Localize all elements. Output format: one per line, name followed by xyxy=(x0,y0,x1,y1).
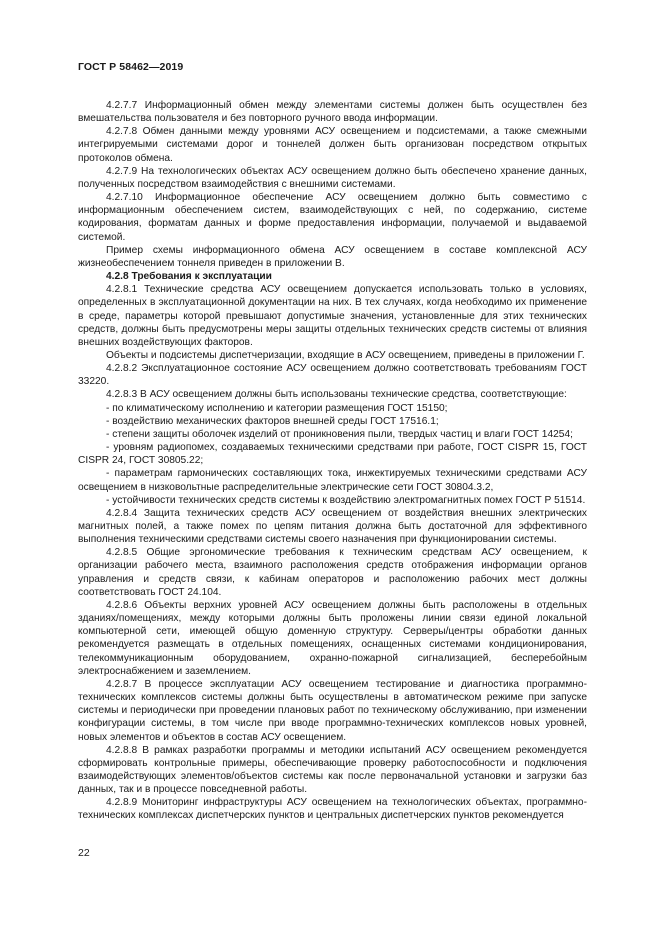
list-item-harmonics: - параметрам гармонических составляющих тока, инжектируемых техническими средствами АСУ освещением в низковольтные распределительные электрические сети ГОСТ 30804.3.2, xyxy=(78,468,587,493)
paragraph-4-2-7-7: 4.2.7.7 Информационный обмен между элементами системы должен быть осуществлен без вмешательства пользователя и без повторного ручного ввода информации. xyxy=(78,100,587,125)
paragraph-4-2-8-2: 4.2.8.2 Эксплуатационное состояние АСУ освещением должно соответствовать требованиям ГОСТ 33220. xyxy=(78,363,587,388)
paragraph-4-2-8-5: 4.2.8.5 Общие эргономические требования к техническим средствам АСУ освещением, к организации рабочего места, взаимного расположения средств отображения информации органов управления и средств связи, к кабинам операторов и расположению рабочих мест должны соответствовать ГОСТ 24.104. xyxy=(78,547,587,598)
list-item-protection: - степени защиты оболочек изделий от проникновения пыли, твердых частиц и влаги ГОСТ 14254; xyxy=(106,428,573,440)
list-item-mechanical: - воздействию механических факторов внешней среды ГОСТ 17516.1; xyxy=(106,415,439,427)
list-item-climatic: - по климатическому исполнению и категории размещения ГОСТ 15150; xyxy=(106,402,448,414)
paragraph-4-2-7-10: 4.2.7.10 Информационное обеспечение АСУ освещением должно быть совместимо с информационным обеспечением систем, взаимодействующих с ней, по содержанию, системе кодирования, форматам данных и форме предоставления информации, получаемой и выдаваемой системой. xyxy=(78,192,587,243)
paragraph-4-2-8-4: 4.2.8.4 Защита технических средств АСУ освещением от воздействия внешних электрических магнитных полей, а также помех по цепям питания должна быть достаточной для эффективного выполнения техническими средствами системы своего назначения при функционировании системы. xyxy=(78,507,587,546)
paragraph-4-2-8-9: 4.2.8.9 Мониторинг инфраструктуры АСУ освещением на технологических объектах, программно-технических комплексах диспетчерских пунктов и центральных диспетчерских пунктов рекомендуется xyxy=(78,797,587,822)
paragraph-4-2-8-6: 4.2.8.6 Объекты верхних уровней АСУ освещением должны быть расположены в отдельных зданиях/помещениях, между которыми должны быть проложены линии связи единой локальной компьютерной сети, имеющей общую доменную структуру. Серверы/центры обработки данных рекомендуется размещать в отдельных помещениях, оснащенных системами кондиционирования, телекоммуникационным оборудованием, охранно-пожарной сигнализацией, бесперебойным электроснабжением и заземлением. xyxy=(78,599,587,677)
list-item-radio-interference: - уровням радиопомех, создаваемых техническими средствами при работе, ГОСТ CISPR 15, ГОСТ CISPR 24, ГОСТ 30805.22; xyxy=(78,442,587,467)
paragraph-4-2-8-7: 4.2.8.7 В процессе эксплуатации АСУ освещением тестирование и диагностика программно-технических комплексов системы должны быть осуществлены в автоматическом режиме при запуске системы и периодически при проведении плановых работ по техническому обслуживанию, при изменении конфигурации системы, в том числе при вводе программно-технических комплексов новых уровней, новых элементов и объектов в состав АСУ освещением. xyxy=(78,678,587,743)
paragraph-4-2-8-8: 4.2.8.8 В рамках разработки программы и методики испытаний АСУ освещением рекомендуется сформировать контрольные примеры, обеспечивающие проверку работоспособности и подключения взаимодействующих элементов/объектов системы как после первоначальной установки и загрузки баз данных, так и в процессе повседневной работы. xyxy=(78,744,587,796)
page-number: 22 xyxy=(78,847,90,859)
paragraph-4-2-8-1: 4.2.8.1 Технические средства АСУ освещением допускается использовать только в условиях, определенных в эксплуатационной документации на них. В тех случаях, когда необходимо их применение в среде, параметры которой превышают допустимые значения, установленные для этих технических средств, должны быть предусмотрены меры защиты отдельных технических средств системы от влияния внешних воздействующих факторов. xyxy=(78,284,587,348)
paragraph-example-note: Пример схемы информационного обмена АСУ освещением в составе комплексной АСУ жизнеобеспечением тоннеля приведен в приложении В. xyxy=(78,244,587,269)
paragraph-4-2-7-8: 4.2.7.8 Обмен данными между уровнями АСУ освещением и подсистемами, а также смежными интегрируемыми системами дорог и тоннелей должен быть организован посредством открытых протоколов обмена. xyxy=(78,126,587,164)
document-header: ГОСТ Р 58462—2019 xyxy=(78,61,184,73)
list-item-emc: - устойчивости технических средств системы к воздействию электромагнитных помех ГОСТ Р 51514. xyxy=(106,494,586,506)
document-body xyxy=(78,99,587,823)
section-heading-4-2-8: 4.2.8 Требования к эксплуатации xyxy=(106,271,272,283)
paragraph-4-2-7-9: 4.2.7.9 На технологических объектах АСУ освещением должно быть обеспечено хранение данных, полученных посредством взаимодействия с внешними системами. xyxy=(78,165,587,190)
paragraph-4-2-8-3: 4.2.8.3 В АСУ освещением должны быть использованы технические средства, соответствующие: xyxy=(106,389,567,401)
paragraph-objects-subsystems: Объекты и подсистемы диспетчеризации, входящие в АСУ освещением, приведены в приложении Г. xyxy=(106,349,585,361)
